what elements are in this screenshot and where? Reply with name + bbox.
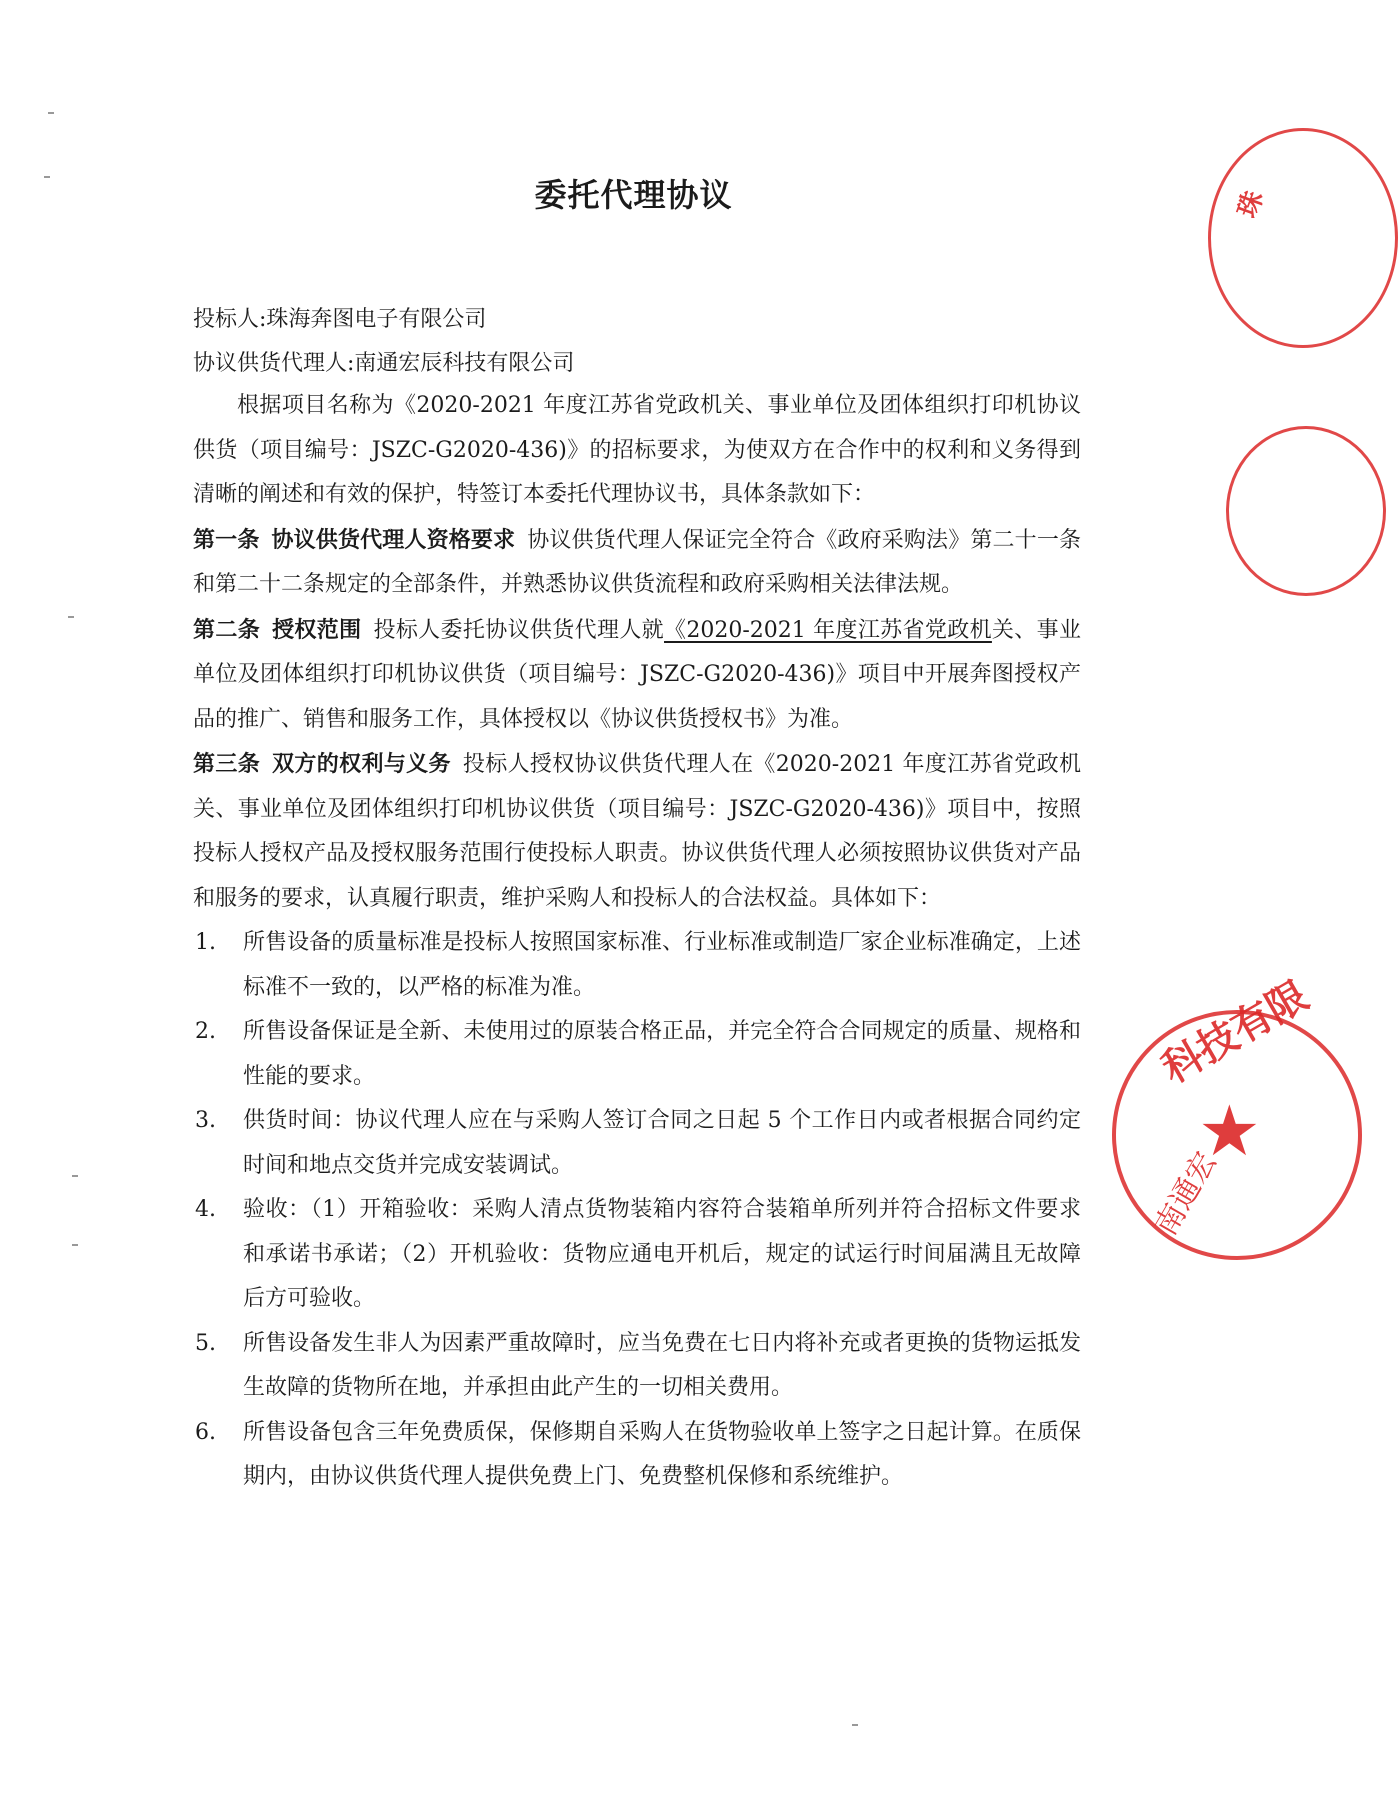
obligation-list [193, 921, 1081, 1500]
list-item [193, 1322, 1081, 1411]
company-seal-bottom-text: 南通宏 [1148, 1146, 1224, 1242]
company-seal-text: 科技有限 [1154, 971, 1317, 1093]
list-item-number: 5. [195, 1330, 216, 1356]
article-1-text: 协议供货代理人保证完全符合《政府采购法》第二十一条和第二十二条规定的全部条件，并熟悉协议供货流程和政府采购相关法律法规。 [193, 527, 1081, 597]
list-item-number: 3. [195, 1108, 216, 1133]
seal-top-partial [1208, 128, 1398, 348]
list-item-text: 所售设备保证是全新、未使用过的原装合格正品，并完全符合合同规定的质量、规格和性能的要求。 [243, 1019, 1081, 1089]
list-item-text: 所售设备发生非人为因素严重故障时，应当免费在七日内将补充或者更换的货物运抵发生故障的货物所在地，并承担由此产生的一切相关费用。 [243, 1330, 1081, 1400]
list-item [193, 921, 1081, 1010]
document-title: 委托代理协议 [534, 176, 733, 214]
list-item-number: 1. [195, 930, 216, 955]
list-item-text: 所售设备包含三年免费质保，保修期自采购人在货物验收单上签字之日起计算。在质保期内，由协议供货代理人提供免费上门、免费整机保修和系统维护。 [243, 1419, 1081, 1489]
article-2-number: 第二条 [193, 616, 261, 643]
scan-mark [852, 1724, 858, 1726]
list-item [193, 1188, 1081, 1322]
article-3-text: 投标人授权协议供货代理人在《2020-2021 年度江苏省党政机关、事业单位及团体组织打印机协议供货（项目编号：JSZC-G2020-436)》项目中，按照投标人授权产品及授权服务范围行使投标人职责。协议供货代理人必须按照协议供货对产品和服务的要求，认真履行职责，维护采购人和投标人的合法权益。具体如下： [193, 752, 1081, 911]
article-1-number: 第一条 [193, 526, 260, 553]
intro-paragraph: 根据项目名称为《2020-2021 年度江苏省党政机关、事业单位及团体组织打印机协议供货（项目编号：JSZC-G2020-436)》的招标要求，为使双方在合作中的权利和义务得到清晰的阐述和有效的保护，特签订本委托代理协议书，具体条款如下： [193, 393, 1081, 507]
article-2-text-post: 关、事业单位及团体组织打印机协议供货（项目编号：JSZC-G2020-436)》项目中开展奔图授权产品的推广、销售和服务工作，具体授权以《协议供货授权书》为准。 [193, 617, 1081, 732]
list-item [193, 1411, 1081, 1500]
list-item-number: 4. [195, 1197, 216, 1222]
bidder-line: 投标人:珠海奔图电子有限公司 [193, 307, 487, 332]
scan-mark [72, 1175, 78, 1177]
seal-star-icon: ★ [1198, 1090, 1261, 1172]
agreement-body [193, 384, 1081, 1500]
article-1-title: 协议供货代理人资格要求 [271, 526, 516, 553]
article-2 [193, 608, 1081, 743]
list-item-number: 2. [195, 1019, 216, 1044]
article-3 [193, 742, 1081, 921]
list-item-text: 供货时间：协议代理人应在与采购人签订合同之日起 5 个工作日内或者根据合同约定时间和地点交货并完成安装调试。 [243, 1108, 1081, 1178]
scan-mark [44, 176, 50, 178]
scan-mark [48, 112, 54, 114]
scan-mark [72, 1244, 78, 1246]
article-3-title: 双方的权利与义务 [272, 751, 451, 777]
list-item-text: 验收：（1）开箱验收：采购人清点货物装箱内容符合装箱单所列并符合招标文件要求和承诺书承诺；（2）开机验收：货物应通电开机后，规定的试运行时间届满且无故障后方可验收。 [243, 1197, 1081, 1311]
article-3-number: 第三条 [193, 751, 261, 777]
list-item [193, 1099, 1081, 1188]
list-item [193, 1010, 1081, 1099]
agent-line: 协议供货代理人:南通宏辰科技有限公司 [193, 351, 575, 376]
article-2-title: 授权范围 [272, 616, 362, 643]
article-2-text-underlined: 《2020-2021 年度江苏省党政机 [664, 617, 992, 643]
seal-mid-partial [1226, 426, 1386, 596]
list-item-text: 所售设备的质量标准是投标人按照国家标准、行业标准或制造厂家企业标准确定，上述标准不一致的，以严格的标准为准。 [243, 930, 1081, 1000]
list-item-number: 6. [195, 1419, 216, 1445]
seal-top-text: 珠 [1232, 187, 1270, 222]
article-2-text-pre: 投标人委托协议供货代理人就 [373, 617, 665, 643]
article-1 [193, 518, 1081, 608]
scan-mark [68, 616, 74, 618]
